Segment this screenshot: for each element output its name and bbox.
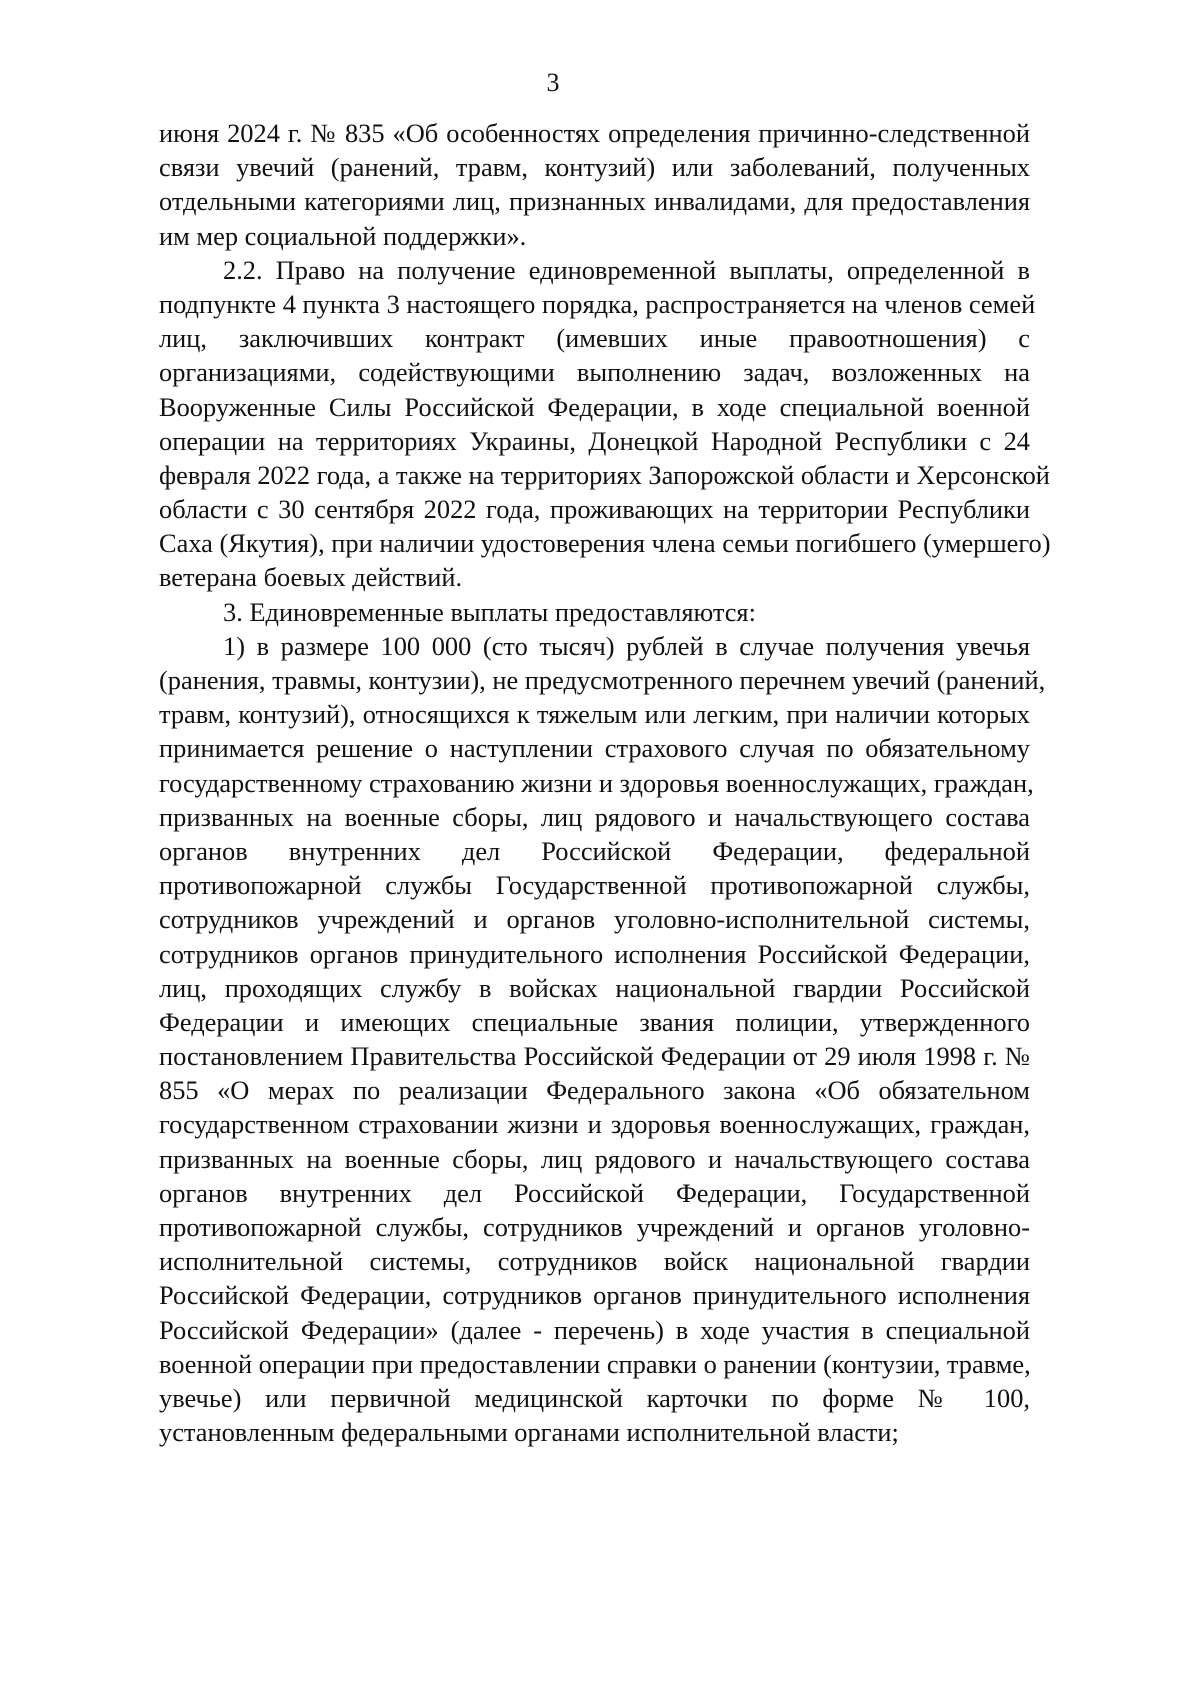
text-line: области с 30 сентября 2022 года, проживающих на территории Республики (159, 494, 1030, 525)
text-line: операции на территориях Украины, Донецкой Народной Республики с 24 (159, 425, 1030, 456)
text-line: призванных на военные сборы, лиц рядового и начальствующего состава (159, 801, 1030, 832)
text-line: сотрудников учреждений и органов уголовно-исполнительной системы, (159, 904, 1030, 935)
text-line: Российской Федерации» (далее - перечень) в ходе участия в специальной (159, 1314, 1030, 1345)
paragraph-clause-2-2 (159, 253, 1051, 595)
text-line: организациями, содействующими выполнению задач, возложенных на (159, 357, 1030, 388)
text-line: принимается решение о наступлении страхового случая по обязательному (159, 733, 1030, 764)
text-line: государственном страховании жизни и здоровья военнослужащих, граждан, (159, 1109, 1030, 1140)
text-line: установленным федеральными органами исполнительной власти; (159, 1417, 899, 1448)
document-body (159, 116, 1051, 1449)
text-line: (ранения, травмы, контузии), не предусмотренного перечнем увечий (ранений, (159, 665, 1046, 695)
text-line: военной операции при предоставлении справки о ранении (контузии, травме, (159, 1348, 1031, 1379)
text-line: июня 2024 г. № 835 «Об особенностях определения причинно-следственной (159, 118, 1030, 148)
text-line: лиц, проходящих службу в войсках национальной гвардии Российской (159, 972, 1030, 1003)
text-line: связи увечий (ранений, травм, контузий) или заболеваний, полученных (159, 152, 1030, 183)
text-line: Вооруженные Силы Российской Федерации, в ходе специальной военной (159, 391, 1030, 422)
text-line: противопожарной службы, сотрудников учреждений и органов уголовно- (159, 1212, 1030, 1242)
text-line: Саха (Якутия), при наличии удостоверения члена семьи погибшего (умершего) (159, 528, 1051, 559)
text-line: сотрудников органов принудительного исполнения Российской Федерации, (159, 938, 1030, 969)
text-line: органов внутренних дел Российской Федерации, Государственной (159, 1177, 1030, 1208)
paragraph-continuation (159, 116, 1030, 253)
text-line: им мер социальной поддержки». (159, 220, 527, 251)
page-number: 3 (546, 68, 560, 97)
text-line: 3. Единовременные выплаты предоставляются: (223, 596, 756, 627)
text-line: органов внутренних дел Российской Федерации, федеральной (159, 835, 1030, 866)
text-line: Федерации и имеющих специальные звания полиции, утвержденного (159, 1006, 1030, 1037)
paragraph-clause-3 (159, 595, 1030, 629)
text-line: исполнительной системы, сотрудников войск национальной гвардии (159, 1246, 1030, 1277)
text-line: постановлением Правительства Российской Федерации от 29 июля 1998 г. № (159, 1041, 1030, 1072)
text-line: государственному страхованию жизни и здоровья военнослужащих, граждан, (159, 767, 1034, 798)
text-line: февраля 2022 года, а также на территориях Запорожской области и Херсонской (159, 459, 1050, 490)
text-line: 2.2. Право на получение единовременной выплаты, определенной в (223, 254, 1030, 285)
text-line: отдельными категориями лиц, признанных инвалидами, для предоставления (159, 186, 1030, 217)
text-line: увечье) или первичной медицинской карточки по форме № 100, (159, 1382, 1030, 1413)
text-line: противопожарной службы Государственной противопожарной службы, (159, 870, 1030, 901)
text-line: призванных на военные сборы, лиц рядового и начальствующего состава (159, 1143, 1030, 1174)
text-line: Российской Федерации, сотрудников органов принудительного исполнения (159, 1280, 1030, 1311)
text-line: травм, контузий), относящихся к тяжелым или легким, при наличии которых (159, 699, 1030, 730)
text-line: лиц, заключивших контракт (имевших иные правоотношения) с (159, 323, 1030, 354)
text-line: 855 «О мерах по реализации Федерального закона «Об обязательном (159, 1075, 1030, 1106)
text-line: ветерана боевых действий. (159, 562, 463, 593)
paragraph-clause-3-1 (159, 629, 1046, 1450)
text-line: 1) в размере 100 000 (сто тысяч) рублей в случае получения увечья (223, 630, 1030, 661)
text-line: подпункте 4 пункта 3 настоящего порядка, распространяется на членов семей (159, 288, 1036, 319)
